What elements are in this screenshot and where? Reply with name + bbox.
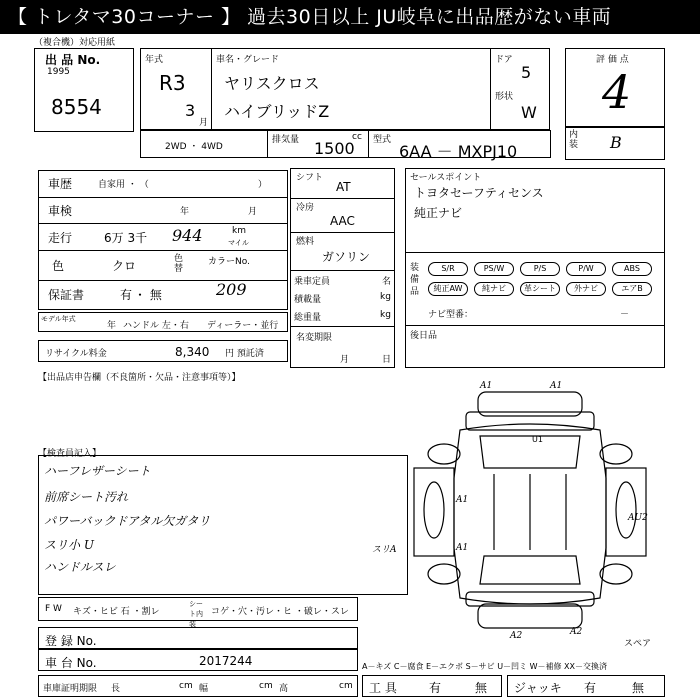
equipment-label: 装備品 [410, 263, 420, 297]
model-box [368, 130, 551, 161]
inspector-note-5: ハンドルスレ [44, 560, 116, 574]
recycle-label: リサイクル料金 [45, 349, 107, 359]
scratch-label: キズ・ヒビ 石 ・割レ [73, 607, 160, 617]
registration-box [38, 627, 358, 649]
inspection-year: 年 [180, 207, 190, 217]
sales-point-label: セールスポイント [410, 173, 482, 183]
year-month: 3 [185, 101, 196, 120]
equipment-item: P/W [566, 262, 606, 276]
year-month-unit: 月 [199, 118, 209, 128]
mark-a1-left2: A1 [456, 543, 469, 553]
inspector-note-2: 前席シート汚れ [44, 490, 129, 504]
equipment-item: P/S [520, 262, 560, 276]
spare-label: スペア [624, 639, 652, 648]
inspector-note-1: ハーフレザーシート [44, 464, 151, 478]
warranty-yes: 有 [120, 288, 133, 302]
name-change-label: 名変期限 [296, 333, 333, 343]
shift-value: AT [336, 180, 351, 194]
fuel-value: ガソリン [322, 250, 371, 264]
navi-dash: － [620, 310, 630, 320]
equipment-item: S/R [428, 262, 468, 276]
model-year-handle: ハンドル 左・右 [123, 321, 189, 331]
equipment-item: エアB [612, 282, 652, 296]
displacement-unit: cc [352, 132, 362, 142]
warranty-no: ・ 無 [134, 288, 162, 302]
name-change-day: 日 [382, 355, 392, 365]
legend: A－キズ C－腐食 E－エクボ S－サビ U－凹ミ W－補修 XX－交換済 [362, 662, 608, 671]
doors-value: 5 [521, 63, 532, 82]
doors-label: ドア [495, 55, 513, 65]
jack-label: ジャッキ [514, 681, 562, 695]
inspector-note-3: パワーバックドアタル欠ガタリ [44, 514, 211, 528]
lot-label: 出 品 No. [45, 53, 101, 67]
model-value: 6AA － MXPJ10 [399, 142, 518, 161]
model-year-box [38, 312, 288, 332]
vehicle-box [211, 48, 491, 130]
inspection-label: 車検 [48, 204, 73, 218]
color-label: 色 [52, 259, 65, 273]
lot-number: 8554 [51, 95, 102, 119]
header-banner: 【 トレタマ30コーナー 】 過去30日以上 JU岐阜に出品歴がない車両 [0, 0, 700, 34]
certificate-height: 高 [279, 684, 289, 694]
chassis-box [38, 649, 358, 671]
warranty-label: 保証書 [48, 288, 85, 302]
tools-label: 工 具 [369, 681, 397, 695]
equipment-item: ABS [612, 262, 652, 276]
color-code: 209 [216, 280, 247, 299]
lot-box [34, 48, 134, 132]
vehicle-name: ヤリスクロス [224, 74, 320, 93]
score-label: 評 価 点 [596, 55, 629, 65]
mark-u1: U1 [532, 435, 543, 444]
tools-no: 無 [475, 681, 488, 695]
navi-label: ナビ型番： [428, 310, 474, 320]
mileage-mile: マイル [228, 239, 249, 247]
tools-yes: 有 [429, 681, 442, 695]
inspector-label: 【検査員記入】 [38, 449, 102, 459]
drive-box [140, 130, 268, 158]
shift-label: シフト [296, 173, 324, 183]
fuel-label: 燃料 [296, 237, 315, 247]
ac-label: 冷房 [296, 203, 315, 213]
history-value: 自家用 ・ （ [98, 180, 149, 190]
recycle-value: 8,340 [175, 345, 210, 359]
certificate-cm3: cm [339, 681, 353, 691]
riding-label: 乗車定員 [294, 277, 331, 287]
history-label: 車歴 [48, 177, 73, 191]
inspector-note-4: スリ小 U [44, 538, 94, 552]
interior-box [565, 126, 665, 160]
car-diagram [400, 378, 660, 648]
seat-label: シート内装 [189, 600, 203, 628]
mark-a2b: A2 [570, 627, 583, 637]
color-code-label: カラーNo. [208, 257, 250, 267]
chassis-value: 2017244 [199, 654, 253, 668]
load-unit: kg [380, 292, 391, 302]
equipment-item: PS/W [474, 262, 514, 276]
equipment-item: 純正AW [428, 282, 468, 296]
inspection-month: 月 [248, 207, 258, 217]
name-change-month: 月 [340, 355, 350, 365]
score-value: 4 [602, 65, 632, 119]
mark-a1-rear: A1 [550, 381, 563, 391]
certificate-long: 長 [111, 684, 121, 694]
jack-box [507, 675, 665, 697]
subnote: （複合機）対応用紙 [34, 38, 116, 48]
equipment-item: 純ナビ [474, 282, 514, 296]
vehicle-grade: ハイブリッドZ [224, 102, 330, 121]
year-era: R3 [159, 71, 186, 95]
equipment-item: 外ナビ [566, 282, 606, 296]
mark-au2: AU2 [628, 513, 648, 523]
year-box [140, 48, 212, 130]
shape-label: 形状 [495, 92, 514, 102]
model-label: 型式 [373, 135, 392, 145]
jack-no: 無 [632, 681, 645, 695]
load-label: 積載量 [294, 295, 322, 305]
displacement-box [267, 130, 369, 158]
chassis-label: 車 台 No. [45, 656, 97, 670]
color-change-label: 色替 [174, 254, 184, 274]
certificate-width: 幅 [199, 684, 209, 694]
mileage-km: km [232, 226, 246, 236]
equipment-item: 革シート [520, 282, 560, 296]
drive-value: 2WD ・ 4WD [165, 142, 223, 152]
damage-box [38, 597, 358, 628]
certificate-label: 車庫証明期限 [43, 684, 98, 694]
certificate-box [38, 675, 358, 697]
model-year-dealer: ディーラー・並行 [207, 321, 279, 331]
mark-a1-front: A1 [480, 381, 493, 391]
certificate-cm2: cm [259, 681, 273, 691]
mileage-label: 走行 [48, 231, 73, 245]
mileage-hand: 944 [172, 226, 203, 245]
interior-label: 内装 [569, 130, 579, 150]
year-label: 年式 [145, 55, 164, 65]
riding-unit: 名 [382, 277, 392, 287]
mark-a2: A2 [510, 631, 523, 641]
score-box [565, 48, 665, 128]
mark-a1-left: A1 [456, 495, 469, 505]
sales-point-line2: 純正ナビ [414, 206, 463, 220]
gross-unit: kg [380, 310, 391, 320]
recycle-box [38, 340, 288, 362]
model-year-year: 年 [107, 321, 117, 331]
tools-box [362, 675, 502, 697]
history-close: ） [258, 180, 268, 190]
gross-label: 総重量 [294, 313, 322, 323]
fw-label: F W [45, 604, 62, 614]
interior-value: B [610, 133, 622, 152]
vehicle-label: 車名・グレード [216, 55, 280, 65]
mark-s1a: スリA [372, 545, 397, 555]
mileage-value: 6万 3千 [104, 231, 148, 245]
sales-point-line1: トヨタセーフティセンス [414, 186, 544, 200]
report-label: 【出品店申告欄（不良箇所・欠品・注意事項等）】 [38, 373, 241, 383]
color-value: クロ [112, 259, 137, 273]
model-year-label: モデル年式 [41, 315, 76, 323]
shape-value: W [521, 103, 537, 122]
post-day-label: 後日品 [410, 331, 438, 341]
jack-yes: 有 [584, 681, 597, 695]
certificate-cm1: cm [179, 681, 193, 691]
doors-box [490, 48, 550, 130]
recycle-unit: 円 預託済 [225, 349, 264, 359]
seat-value: コゲ・穴・汚レ・ヒ ・破レ・スレ [211, 607, 349, 617]
registration-label: 登 録 No. [45, 634, 97, 648]
ac-value: AAC [330, 214, 355, 228]
displacement-label: 排気量 [272, 135, 300, 145]
displacement-value: 1500 [314, 139, 355, 158]
lot-sub: 1995 [47, 67, 70, 77]
